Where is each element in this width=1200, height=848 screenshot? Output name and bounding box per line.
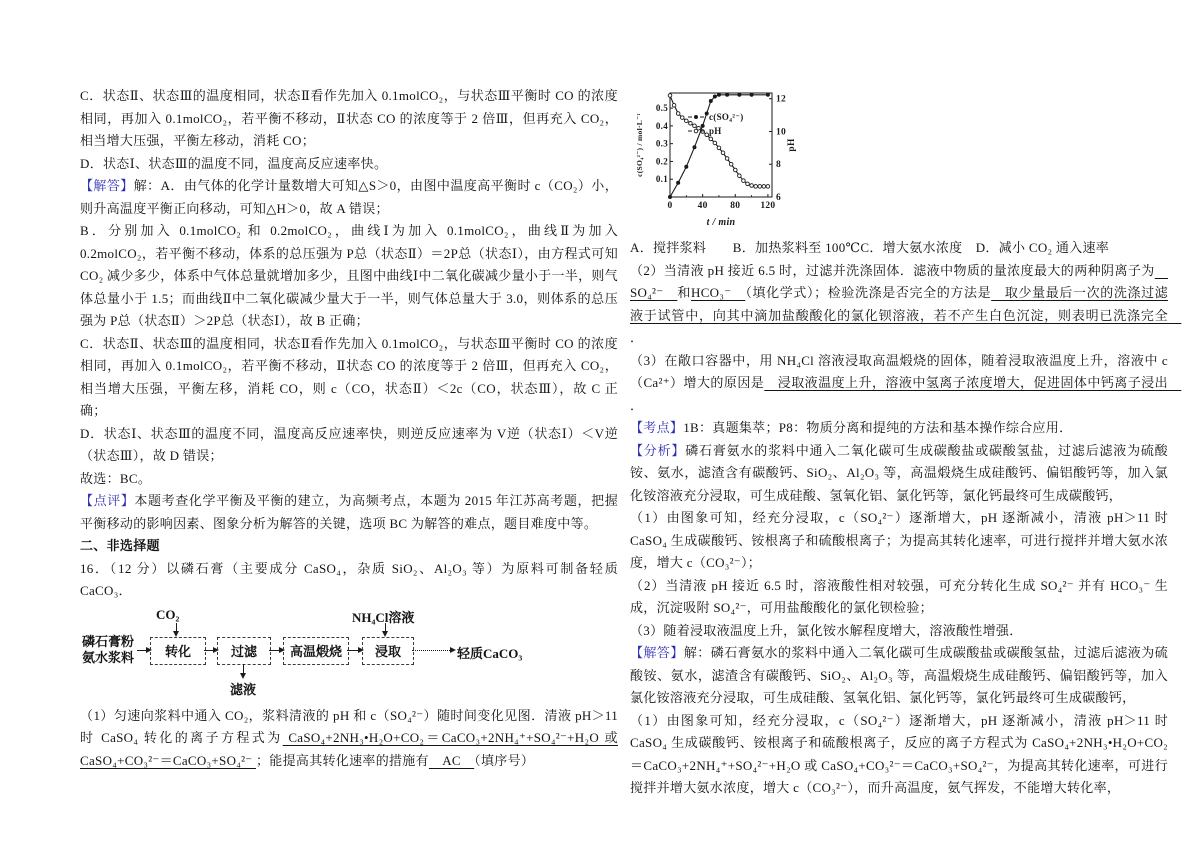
text-run: ；能提高其转化速率的措施有 [256, 752, 429, 768]
text-run: （2）当清液 pH 接近 6.5 时，过滤并洗涤固体．滤液中物质的量浓度最大的两种阴离子为 [630, 262, 1155, 278]
text-run: 和 [677, 285, 692, 300]
answer-d-paragraph: D．状态Ⅰ、状态Ⅲ的温度不同，温度高反应速率快，则逆反应速率为 V逆（状态Ⅰ）＜V逆（状态Ⅲ），故 D 错误； [80, 425, 618, 463]
text-run: （1）匀速向浆料中通入 CO₂，浆料清液的 pH 和 c（SO₄²⁻）随时间变化见图．清液 pH＞11 时 CaSO₄ 转化的离子方程式为 [80, 707, 618, 745]
flowchart-filtrate-label: 滤液 [229, 681, 256, 697]
arrow-guolv-to-duanshao [269, 650, 283, 651]
answer-underlined-text: 浸取液温度上升，溶液中氢离子浓度增大，促进固体中钙离子浸出 [764, 375, 1182, 390]
svg-text:0.1: 0.1 [655, 174, 668, 185]
dianping-paragraph [80, 490, 618, 535]
kaodian-paragraph [630, 417, 1168, 440]
section-heading: 二、非选择题 [80, 538, 160, 553]
flowchart-nh4cl-label: NH₄Cl溶液 [352, 609, 415, 625]
option-d-paragraph: D．状态Ⅰ、状态Ⅲ的温度不同，温度高反应速率快。 [80, 155, 388, 171]
svg-text:6: 6 [776, 193, 782, 203]
question-16-part1 [80, 705, 618, 773]
answer-underlined-text: HCO₃⁻ [691, 285, 746, 300]
flowchart-co2-label: CO₂ [156, 606, 180, 622]
text-run: 解：磷石膏氨水的浆料中通入二氧化碳可生成碳酸盐或碳酸氢盐，过滤后滤液为硫酸铵、氨水，滤渣含有碳酸钙、SiO₂、Al₂O₃ 等，高温煅烧生成硅酸钙、偏铝酸钙等，加入氯化铵溶液充分浸取，可生成硅酸、氢氧化铝、氯化钙等，氯化钙最终可生成碳酸钙， [630, 645, 1168, 705]
svg-text:0.2: 0.2 [655, 156, 668, 167]
down-arrow-co2 [176, 623, 177, 635]
svg-text:c(SO₄²⁻): c(SO₄²⁻) [709, 112, 744, 122]
svg-text:8: 8 [776, 160, 782, 171]
label-tag: 【点评】 [80, 493, 135, 508]
svg-text:120: 120 [760, 201, 776, 211]
text-run: （填化学式）；检验洗涤是否完全的方法是 [745, 285, 992, 300]
right-column [630, 85, 1182, 800]
svg-text:c(SO₄²⁻) / mol·L⁻¹: c(SO₄²⁻) / mol·L⁻¹ [635, 113, 644, 177]
so4-ph-chart [630, 85, 1168, 237]
question-part2-paragraph [630, 260, 1182, 350]
answer-c-paragraph: C．状态Ⅱ、状态Ⅲ的温度相同，状态Ⅱ看作先加入 0.1molCO₂，与状态Ⅲ平衡时 CO 的浓度相同，再加入 0.1molCO₂，若平衡不移动，Ⅱ状态 CO 的浓度等于 2 倍Ⅲ，但再充入 CO₂，相当增大压强，平衡左移，消耗 CO，则 c（CO，状态Ⅱ）＜2c（CO，状态Ⅲ），故 C 正确； [80, 335, 618, 418]
arrow-zhuanhua-to-guolv [204, 650, 217, 651]
dotted-arrow-to-product [412, 650, 454, 651]
text-run: ． [630, 330, 644, 345]
question-16-intro: 16．（12 分）以磷石膏（主要成分 CaSO₄，杂质 SiO₂、Al₂O₃ 等）为原料可制备轻质 CaCO₃． [80, 560, 618, 598]
svg-text:0.4: 0.4 [655, 120, 668, 131]
answer-underlined-text: AC [428, 752, 475, 768]
so4-ph-chart-svg [632, 85, 804, 233]
down-arrow-filtrate [243, 664, 244, 677]
svg-text:t / min: t / min [706, 217, 736, 228]
svg-text:0: 0 [667, 201, 673, 211]
down-arrow-nh4cl [385, 623, 386, 635]
flowchart-step-zhuanhua: 转化 [150, 637, 206, 665]
arrow-duanshao-to-jinqu [347, 650, 362, 651]
svg-text:10: 10 [776, 127, 787, 138]
analysis-2-paragraph: （2）当清液 pH 接近 6.5 时，溶液酸性相对较强，可充分转化生成 SO₄²⁻ 并有 HCO₃⁻ 生成，沉淀吸附 SO₄²⁻，可用盐酸酸化的氯化钡检验； [630, 577, 1168, 615]
label-tag: 【分析】 [630, 442, 686, 458]
text-run: 解：A．由气体的化学计量数增大可知△S＞0，由图中温度高平衡时 c（CO₂）小，则升高温度平衡正向移动，可知△H＞0，故 A 错误； [80, 178, 619, 216]
flowchart-step-duanshao: 高温煅烧 [283, 637, 349, 665]
answer-b-paragraph: B．分别加入 0.1molCO₂ 和 0.2molCO₂，曲线Ⅰ为加入 0.1molCO₂，曲线Ⅱ为加入 0.2molCO₂，若平衡不移动，体系的总压强为 P总（状态Ⅱ）＝2P总（状态Ⅰ），由方程式可知 CO₂ 减少多少，体系中气体总量就增加多少，且图中曲线Ⅰ中二氧化碳减少量小于一半，则气体总量小于 1.5；而曲线Ⅱ中二氧化碳减少量大于一半，则气体总量大于 3.0，则体系的总压强为 P总（状态Ⅱ）＞2P总（状态Ⅰ），故 B 正确； [80, 223, 618, 328]
label-tag: 【考点】 [630, 420, 684, 435]
process-flowchart [80, 607, 618, 703]
analysis-1-paragraph: （1）由图象可知，经充分浸取，c（SO₄²⁻）逐渐增大，pH 逐渐减小，清液 pH＞11 时 CaSO₄ 生成碳酸钙、铵根离子和硫酸根离子；为提高其转化速率，可进行搅拌并增大氨水浓度，增大 c（CO₃²⁻）； [630, 510, 1168, 570]
flowchart-step-guolv: 过滤 [217, 637, 271, 665]
guxuan-paragraph: 故选：BC。 [80, 470, 152, 486]
answer-underlined-text: CaSO₄+2NH₃•H₂O+CO₂＝CaCO₃+2NH₄⁺+SO₄²⁻+H₂O 或 CaSO₄+CO₃²⁻＝CaCO₃+SO₄²⁻ [80, 730, 618, 768]
text-run: 磷石膏氨水的浆料中通入二氧化碳可生成碳酸盐或碳酸氢盐，过滤后滤液为硫酸铵、氨水，滤渣含有碳酸钙、SiO₂、Al₂O₃ 等，高温煅烧生成硅酸钙、偏铝酸钙等，加入氯化铵溶液充分浸取，可生成硅酸、氢氧化铝、氯化钙等，氯化钙最终可生成碳酸钙， [630, 442, 1168, 503]
svg-text:80: 80 [730, 201, 741, 211]
flowchart-input-label: 磷石膏粉 氨水浆料 [81, 633, 134, 665]
flowchart-step-jinqu: 浸取 [362, 637, 414, 665]
text-run: （3）在敞口容器中，用 NH₄Cl 溶液浸取高温煅烧的固体，随着浸取液温度上升，溶液中 c（Ca²⁺）增大的原因是 [630, 352, 1168, 390]
svg-text:0.5: 0.5 [655, 103, 668, 114]
text-run: 本题考查化学平衡及平衡的建立，为高频考点，本题为 2015 年江苏高考题，把握平衡移动的影响因素、图象分析为解答的关键，选项 BC 为解答的难点，题目难度中等。 [80, 493, 618, 531]
label-tag: 【解答】 [80, 178, 134, 193]
jieda-part1-paragraph: （1）由图象可知，经充分浸取，c（SO₄²⁻）逐渐增大，pH 逐渐减小，清液 pH＞11 时 CaSO₄ 生成碳酸钙、铵根离子和硫酸根离子，反应的离子方程式为 CaSO₄+2NH₃•H₂O+CO₂＝CaCO₃+2NH₄⁺+SO₄²⁻+H₂O 或 CaSO₄+CO₃²⁻＝CaCO₃+SO₄²⁻，为提高其转化速率，可进行搅拌并增大氨水浓度，增大 c（CO₃²⁻），而升高温度，氨气挥发，不能增大转化率， [630, 712, 1168, 795]
options-abcd-paragraph: A．搅拌浆料 B．加热浆料至 100℃C．增大氨水浓度 D．减小 CO₂ 通入速率 [630, 240, 1110, 255]
arrow-input-to-zhuanhua [137, 650, 150, 651]
svg-text:12: 12 [776, 94, 787, 105]
flowchart-output-label: 轻质CaCO₃ [457, 645, 523, 661]
svg-text:pH: pH [787, 138, 797, 152]
svg-text:40: 40 [697, 201, 708, 211]
text-run: 1B：真题集萃；P8：物质分离和提纯的方法和基本操作综合应用． [683, 420, 1073, 435]
svg-text:0.3: 0.3 [655, 138, 668, 149]
answer-underlined-text: 取少量最后一次的洗涤过滤液于试管中，向其中滴加盐酸酸化的氯化钡溶液，若不产生白色沉淀，则表明已洗涤完全 [630, 285, 1182, 323]
left-column [80, 85, 618, 772]
text-run: （填序号） [474, 752, 535, 768]
answer-underlined-text: SO₄²⁻ [630, 262, 1168, 300]
analysis-3-paragraph: （3）随着浸取液温度上升，氯化铵水解程度增大，溶液酸性增强． [630, 622, 1023, 638]
option-c-paragraph: C．状态Ⅱ、状态Ⅲ的温度相同，状态Ⅱ看作先加入 0.1molCO₂，与状态Ⅲ平衡时 CO 的浓度相同，再加入 0.1molCO₂，若平衡不移动，Ⅱ状态 CO 的浓度等于 2 倍Ⅲ，但再充入 CO₂，相当增大压强，平衡左移动，消耗 CO； [80, 88, 618, 148]
fenxi-paragraph [630, 440, 1168, 508]
question-part3-paragraph [630, 350, 1182, 418]
label-tag: 【解答】 [630, 645, 684, 660]
jieda-paragraph-right [630, 642, 1168, 710]
svg-text:pH: pH [709, 126, 722, 136]
text-run: ． [630, 397, 644, 413]
jieda-paragraph [80, 175, 618, 220]
